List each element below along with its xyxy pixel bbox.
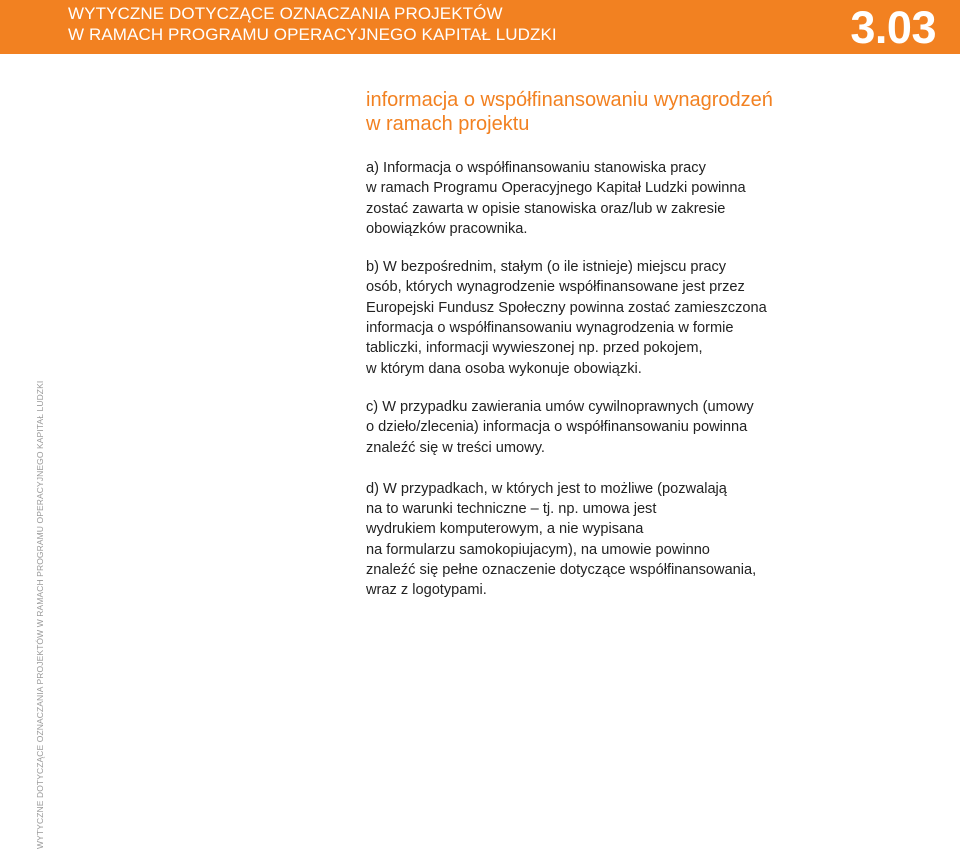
- paragraph-line: c) W przypadku zawierania umów cywilnoprawnych (umowy: [366, 398, 754, 415]
- paragraph-line: a) Informacja o współfinansowaniu stanowiska pracy: [366, 160, 706, 176]
- paragraph-line: Europejski Fundusz Społeczny powinna zostać zamieszczona: [366, 299, 767, 316]
- header-bar: [0, 0, 960, 54]
- header-title-line-2: W RAMACH PROGRAMU OPERACYJNEGO KAPITAŁ LUDZKI: [68, 25, 557, 44]
- paragraph-line: b) W bezpośrednim, stałym (o ile istnieje) miejscu pracy: [366, 259, 727, 276]
- paragraph-line: zostać zawarta w opisie stanowiska oraz/lub w zakresie: [366, 200, 726, 217]
- section-title: [366, 88, 946, 136]
- paragraph-b: [366, 257, 946, 379]
- paragraph-line: w którym dana osoba wykonuje obowiązki.: [366, 360, 642, 377]
- paragraph-line: osób, których wynagrodzenie współfinansowane jest przez: [366, 279, 745, 296]
- paragraph-line: wydrukiem komputerowym, a nie wypisana: [366, 521, 644, 538]
- paragraph-line: znaleźć się pełne oznaczenie dotyczące współfinansowania,: [366, 562, 757, 579]
- paragraph-line: na formularzu samokopiujacym), na umowie powinno: [366, 541, 710, 558]
- header-title-line-1: WYTYCZNE DOTYCZĄCE OZNACZANIA PROJEKTÓW: [68, 4, 503, 23]
- section-number: 3.03: [850, 2, 936, 53]
- sidebar-vertical-text: WYTYCZNE DOTYCZĄCE OZNACZANIA PROJEKTÓW W RAMACH PROGRAMU OPERACYJNEGO KAPITAŁ LUDZKI: [35, 380, 45, 849]
- paragraph-line: obowiązków pracownika.: [366, 220, 528, 237]
- paragraph-a: [366, 158, 946, 239]
- paragraph-line: tabliczki, informacji wywieszonej np. przed pokojem,: [366, 340, 703, 357]
- section-title-line-2: w ramach projektu: [366, 113, 530, 135]
- main-content: [366, 88, 946, 601]
- paragraph-line: na to warunki techniczne – tj. np. umowa jest: [366, 501, 657, 518]
- paragraph-line: d) W przypadkach, w których jest to możliwe (pozwalają: [366, 480, 727, 497]
- paragraph-line: w ramach Programu Operacyjnego Kapitał Ludzki powinna: [366, 180, 746, 197]
- paragraph-line: wraz z logotypami.: [366, 582, 487, 599]
- paragraph-line: o dzieło/zlecenia) informacja o współfinansowaniu powinna: [366, 419, 748, 436]
- section-title-line-1: informacja o współfinansowaniu wynagrodzeń: [366, 89, 773, 111]
- header-title: [68, 3, 557, 45]
- paragraph-d: [366, 479, 946, 601]
- paragraph-line: znaleźć się w treści umowy.: [366, 439, 545, 456]
- paragraph-line: informacja o współfinansowaniu wynagrodzenia w formie: [366, 320, 734, 337]
- paragraph-c: [366, 397, 946, 458]
